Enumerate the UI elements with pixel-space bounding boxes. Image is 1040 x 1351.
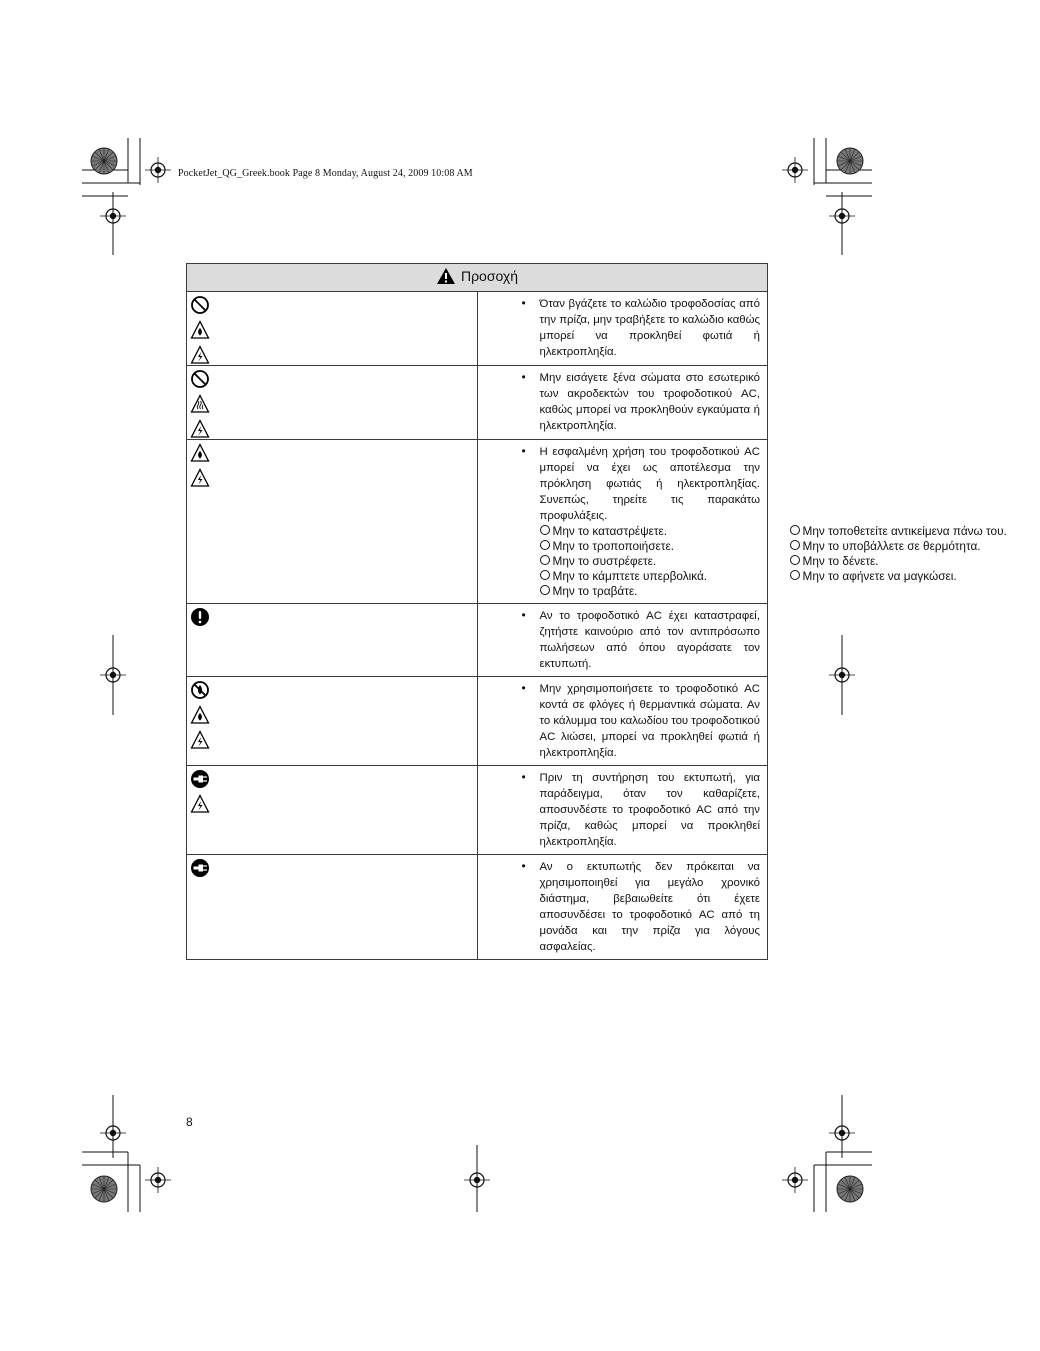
electric-shock-icon: [190, 794, 210, 814]
fire-warning-icon: [190, 705, 210, 725]
circle-bullet-icon: [540, 555, 550, 565]
electric-shock-icon: [190, 419, 210, 439]
caution-row-content: [477, 677, 768, 766]
caution-row-content: [477, 766, 768, 855]
fire-warning-icon: [190, 443, 210, 463]
page-number: 8: [186, 1115, 193, 1129]
caution-text: Όταν βγάζετε το καλώδιο τροφοδοσίας από την πρίζα, μην τραβήξετε το καλώδιο καθώς μπορεί να προκληθεί φωτιά ή ηλεκτροπληξία.: [539, 298, 760, 358]
prohibited-icon: [190, 369, 210, 389]
bullet-marker: •: [521, 296, 526, 310]
no-open-flame-icon: [190, 680, 210, 700]
caution-row-content: [477, 292, 768, 366]
electric-shock-icon: [190, 345, 210, 365]
burn-hazard-icon: [190, 394, 210, 414]
caution-row: [187, 366, 768, 440]
caution-text: Αν το τροφοδοτικό AC έχει καταστραφεί, ζητήστε καινούριο από τον αντιπρόσωπο πωλήσεων από όπου αγοράσατε τον εκτυπωτή.: [539, 610, 760, 670]
precaution-text: Μην το τροποποιήσετε.: [552, 539, 674, 553]
bullet-marker: •: [521, 608, 526, 622]
circle-bullet-icon: [540, 570, 550, 580]
caution-text: Μην χρησιμοποιήσετε το τροφοδοτικό AC κοντά σε φλόγες ή θερμαντικά σώματα. Αν το κάλυμμα του καλωδίου του τροφοδοτικού AC λιώσει, μπορεί να προκληθεί φωτιά ή ηλεκτροπληξία.: [539, 683, 760, 759]
circle-bullet-icon: [540, 585, 550, 595]
caution-title-bar: [187, 264, 768, 292]
precaution-text: Μην το υποβάλλετε σε θερμότητα.: [802, 539, 981, 553]
bullet-marker: •: [521, 444, 526, 458]
print-header: PocketJet_QG_Greek.book Page 8 Monday, August 24, 2009 10:08 AM: [178, 168, 473, 179]
electric-shock-icon: [190, 730, 210, 750]
precaution-item: [790, 569, 1040, 584]
caution-row: [187, 766, 768, 855]
caution-row-icons: [187, 604, 478, 677]
caution-row-icons: [187, 677, 478, 766]
caution-row-icons: [187, 366, 478, 440]
precaution-item: [790, 539, 1040, 554]
caution-row-content: [477, 440, 1007, 604]
circle-bullet-icon: [540, 540, 550, 550]
fire-warning-icon: [190, 320, 210, 340]
caution-row-content: [477, 366, 768, 440]
circle-bullet-icon: [790, 570, 800, 580]
unplug-icon: [190, 858, 210, 878]
circle-bullet-icon: [790, 555, 800, 565]
caution-title: Προσοχή: [460, 268, 519, 284]
caution-row-content: [477, 604, 768, 677]
caution-row: [187, 440, 768, 604]
precaution-item: [790, 524, 1040, 539]
precaution-item: [790, 554, 1040, 569]
caution-row-content: [477, 855, 768, 960]
precaution-text: Μην το αφήνετε να μαγκώσει.: [802, 569, 957, 583]
mandatory-action-icon: [190, 607, 210, 627]
caution-table: [186, 263, 1007, 960]
precaution-text: Μην το καταστρέψετε.: [552, 524, 668, 538]
precaution-text: Μην το κάμπτετε υπερβολικά.: [552, 569, 708, 583]
precaution-item: [540, 584, 790, 599]
caution-row: [187, 604, 768, 677]
bullet-marker: •: [521, 770, 526, 784]
caution-row: [187, 677, 768, 766]
caution-row: [187, 855, 768, 960]
caution-text: Πριν τη συντήρηση του εκτυπωτή, για παράδειγμα, όταν τον καθαρίζετε, αποσυνδέστε το τροφοδοτικό AC από την πρίζα, καθώς μπορεί να προκληθεί ηλεκτροπληξία.: [539, 772, 760, 848]
bullet-marker: •: [521, 681, 526, 695]
circle-bullet-icon: [540, 525, 550, 535]
precaution-item: [540, 569, 790, 584]
precaution-item: [540, 554, 790, 569]
circle-bullet-icon: [790, 540, 800, 550]
caution-row-icons: [187, 855, 478, 960]
precaution-text: Μην το δένετε.: [802, 554, 879, 568]
bullet-marker: •: [521, 859, 526, 873]
bullet-marker: •: [521, 370, 526, 384]
circle-bullet-icon: [790, 525, 800, 535]
caution-text: Η εσφαλμένη χρήση του τροφοδοτικού AC μπορεί να έχει ως αποτέλεσμα την πρόκληση φωτιάς ή ηλεκτροπληξίας. Συνεπώς, τηρείτε τις παρακάτω προφυλάξεις.: [539, 446, 760, 522]
precaution-text: Μην τοποθετείτε αντικείμενα πάνω του.: [802, 524, 1007, 538]
caution-row: [187, 292, 768, 366]
precaution-list: [540, 524, 1007, 599]
precaution-text: Μην το τραβάτε.: [552, 584, 638, 598]
electric-shock-icon: [190, 468, 210, 488]
caution-row-icons: [187, 292, 478, 366]
unplug-icon: [190, 769, 210, 789]
caution-text: Αν ο εκτυπωτής δεν πρόκειται να χρησιμοποιηθεί για μεγάλο χρονικό διάστημα, βεβαιωθείτε ότι έχετε αποσυνδέσει το τροφοδοτικό AC από τη μονάδα και την πρίζα για λόγους ασφαλείας.: [539, 861, 760, 953]
precaution-item: [540, 524, 790, 539]
prohibited-icon: [190, 295, 210, 315]
caution-row-icons: [187, 766, 478, 855]
caution-row-icons: [187, 440, 478, 604]
caution-text: Μην εισάγετε ξένα σώματα στο εσωτερικό των ακροδεκτών του τροφοδοτικού AC, καθώς μπορεί να προκληθούν εγκαύματα ή ηλεκτροπληξία.: [539, 372, 760, 432]
precaution-text: Μην το συστρέφετε.: [552, 554, 657, 568]
precaution-item: [540, 539, 790, 554]
warning-triangle-icon: [436, 267, 456, 285]
